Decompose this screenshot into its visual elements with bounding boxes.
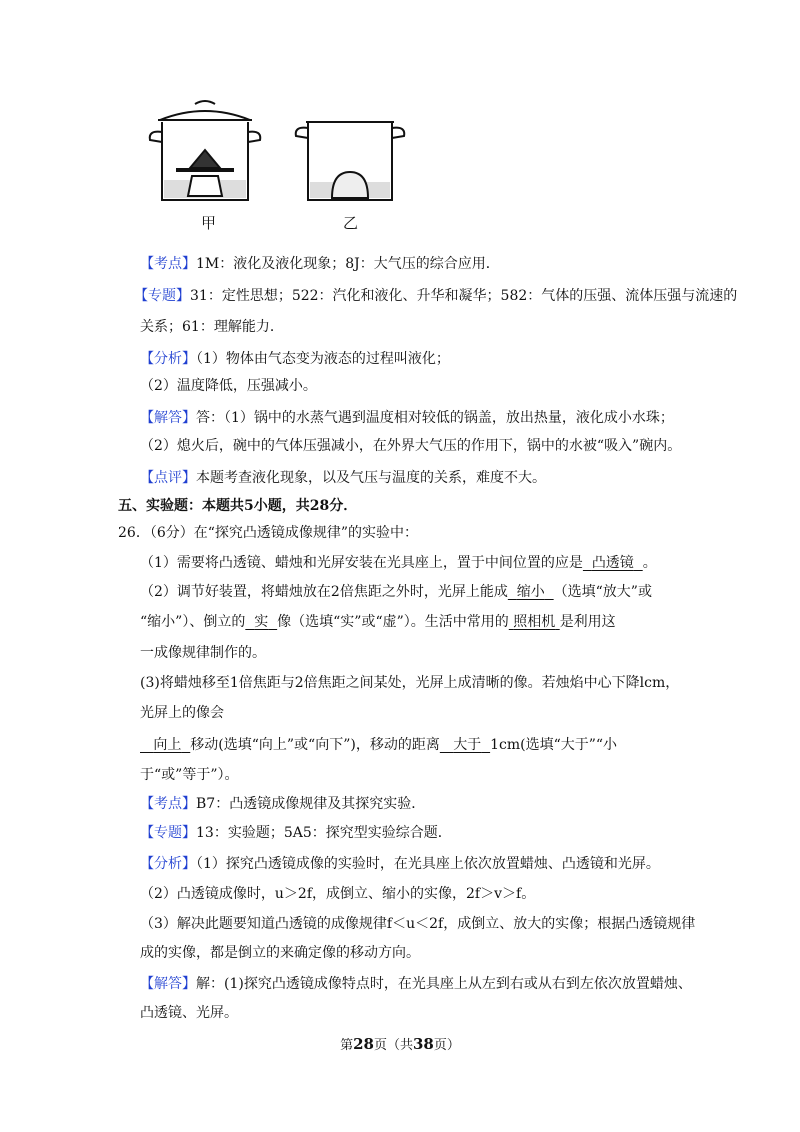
q26-part3-e: 于“或”等于”）。 — [140, 767, 239, 783]
q26-zhuanti-text: 13：实验题；5A5：探究型实验综合题． — [196, 825, 452, 841]
q26-part2 — [140, 582, 652, 602]
q26-answer-6 — [440, 737, 490, 753]
page-footer — [0, 1034, 800, 1053]
q26-part1 — [140, 553, 657, 573]
footer-post: 页） — [433, 1038, 460, 1053]
pot-jia-drawing — [150, 101, 261, 200]
q26-answer-1-text: 凸透镜 — [591, 555, 634, 571]
q26-answer-6-text: 大于 — [453, 737, 482, 753]
kaodian-tag: 【考点】 — [140, 256, 196, 272]
jieda-line — [140, 408, 674, 428]
q26-kaodian-line — [140, 794, 425, 814]
q26-fenxi-line-3: （3）解决此题要知道凸透镜的成像规律f＜u＜2f，成倒立、放大的实像；根据凸透镜规律 — [140, 916, 696, 932]
section-title: 五、实验题：本题共5小题，共28分． — [118, 498, 358, 514]
fenxi-line — [140, 349, 450, 369]
figure-label-jia: 甲 — [201, 214, 217, 232]
q26-fenxi-line-2: （2）凸透镜成像时，u＞2f，成倒立、缩小的实像，2f＞v＞f。 — [140, 886, 536, 902]
q26-part2-text: （2）调节好装置，将蜡烛放在2倍焦距之外时，光屏上能成 — [140, 584, 508, 600]
q26-answer-1 — [583, 555, 643, 571]
footer-total-pages: 38 — [413, 1035, 434, 1053]
q26-answer-3 — [245, 614, 277, 630]
zhuanti-line-cont: 关系；61：理解能力． — [140, 319, 284, 335]
q26-part1-end: 。 — [642, 555, 657, 571]
fenxi-text: （1）物体由气态变为液态的过程叫液化； — [196, 351, 450, 367]
q26-answer-2 — [508, 584, 554, 600]
q26-part3-d: 1cm(选填“大于”“小 — [490, 737, 618, 753]
kaodian-line — [140, 254, 500, 274]
dianping-line — [140, 468, 546, 488]
q26-zhuanti-line — [140, 823, 452, 843]
footer-pre: 第 — [340, 1038, 354, 1053]
q26-fenxi-tag: 【分析】 — [140, 856, 196, 872]
fenxi-line-2: （2）温度降低，压强减小。 — [140, 378, 317, 394]
zhuanti-line — [134, 286, 737, 306]
footer-page-number: 28 — [353, 1035, 374, 1053]
q26-part2-tail: （选填“放大”或 — [553, 584, 652, 600]
pot-figure — [140, 92, 420, 240]
figure-label-yi: 乙 — [343, 214, 359, 232]
jieda-text: 答：（1）锅中的水蒸气遇到温度相对较低的锅盖，放出热量，液化成小水珠； — [196, 410, 674, 426]
q26-answer-5-text: 向上 — [153, 737, 182, 753]
q26-answer-2-text: 缩小 — [516, 584, 545, 600]
q26-kaodian-tag: 【考点】 — [140, 796, 196, 812]
zhuanti-text: 31：定性思想；522：汽化和液化、升华和凝华；582：气体的压强、流体压强与流速的 — [190, 288, 738, 304]
q26-part3-c — [140, 735, 617, 755]
jieda-tag: 【解答】 — [140, 410, 196, 426]
q26-part2-e: 是利用这 — [559, 614, 616, 630]
q26-fenxi-line-4: 成的实像，都是倒立的来确定像的移动方向。 — [140, 945, 420, 961]
zhuanti-tag: 【专题】 — [134, 288, 190, 304]
q26-part3: (3)将蜡烛移至1倍焦距与2倍焦距之间某处，光屏上成清晰的像。若烛焰中心下降lcm， — [140, 675, 680, 691]
q26-fenxi-text: （1）探究凸透镜成像的实验时，在光具座上依次放置蜡烛、凸透镜和光屏。 — [196, 856, 660, 872]
q26-part2-d: 像（选填“实”或“虚”）。生活中常用的 — [277, 614, 509, 630]
q26-stem: 26．（6分）在“探究凸透镜成像规律”的实验中： — [118, 525, 419, 541]
q26-fenxi-line — [140, 854, 660, 874]
jieda-line-2: （2）熄火后，碗中的气体压强减小，在外界大气压的作用下，锅中的水被“吸入”碗内。 — [140, 438, 682, 454]
q26-kaodian-text: B7：凸透镜成像规律及其探究实验． — [196, 796, 426, 812]
q26-jieda-line-2: 凸透镜、光屏。 — [140, 1005, 238, 1021]
q26-zhuanti-tag: 【专题】 — [140, 825, 196, 841]
q26-jieda-tag: 【解答】 — [140, 976, 196, 992]
fenxi-tag: 【分析】 — [140, 351, 196, 367]
q26-part2-cont — [140, 612, 616, 632]
q26-part2-end: 一成像规律制作的。 — [140, 645, 266, 661]
q26-part3-c-text: 移动(选填“向上”或“向下”)，移动的距离 — [190, 737, 440, 753]
dianping-tag: 【点评】 — [140, 470, 196, 486]
pot-yi-drawing — [296, 122, 405, 200]
q26-answer-4 — [509, 614, 560, 630]
q26-answer-3-text: 实 — [254, 614, 269, 630]
q26-jieda-text: 解：(1)探究凸透镜成像特点时，在光具座上从左到右或从右到左依次放置蜡烛、 — [196, 976, 692, 992]
q26-part2-c: “缩小”）、倒立的 — [140, 614, 246, 630]
q26-jieda-line — [140, 974, 692, 994]
q26-answer-5 — [140, 737, 190, 753]
q26-part1-text: （1）需要将凸透镜、蜡烛和光屏安装在光具座上，置于中间位置的应是 — [140, 555, 583, 571]
footer-mid: 页（共 — [373, 1038, 413, 1053]
q26-part3-b: 光屏上的像会 — [140, 705, 224, 721]
kaodian-text: 1M：液化及液化现象；8J：大气压的综合应用． — [196, 256, 500, 272]
q26-answer-4-text: 照相机 — [513, 614, 556, 630]
dianping-text: 本题考查液化现象，以及气压与温度的关系，难度不大。 — [196, 470, 546, 486]
